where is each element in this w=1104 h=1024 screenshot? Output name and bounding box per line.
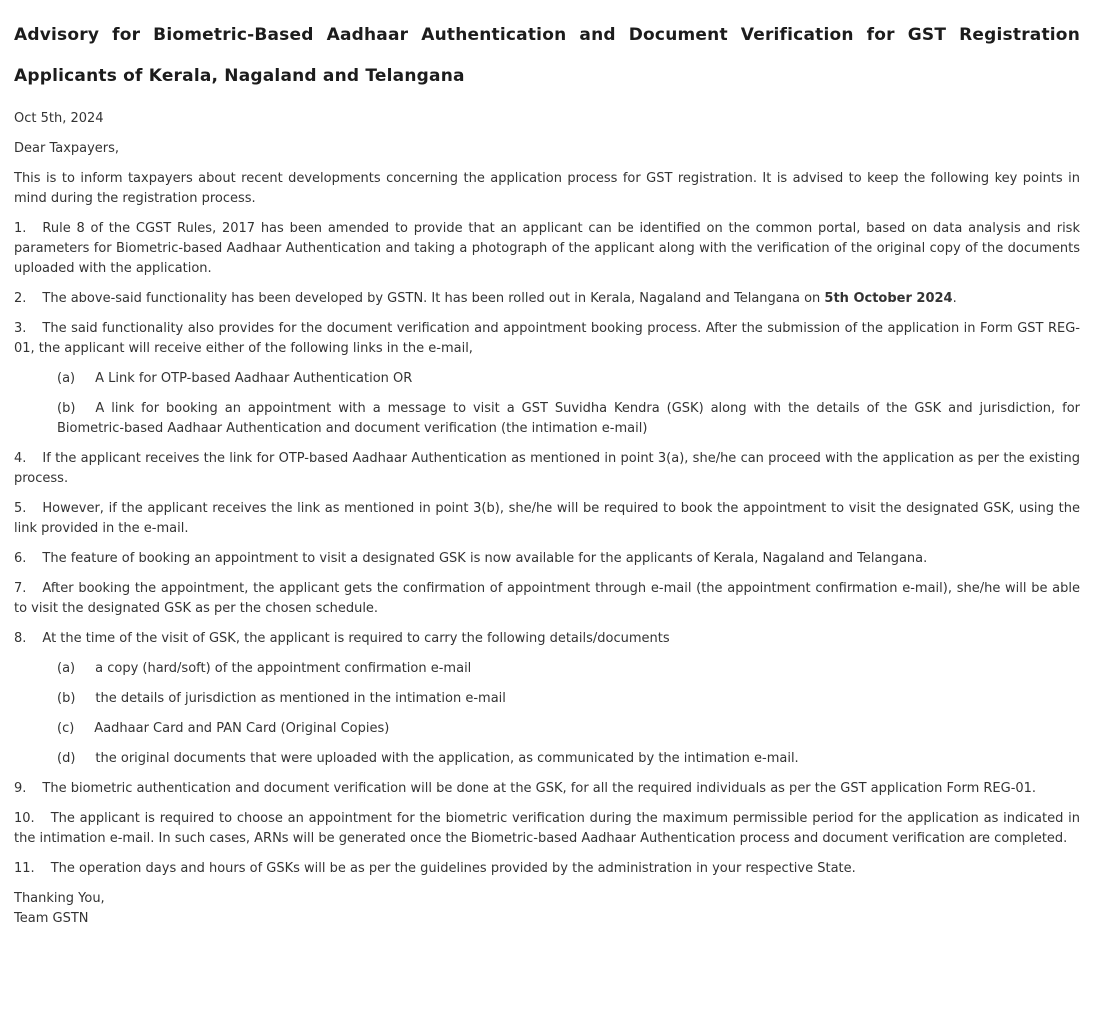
point-text: The said functionality also provides for the document verification and appointment booking process. After the submission of the application in Form GST REG-01, the applicant will receive either of the following links in the e-mail, [14, 321, 1080, 356]
sub-point-label: (a) [57, 371, 76, 386]
point-number: 10. [14, 811, 35, 826]
point-text-after: . [952, 291, 957, 306]
sub-point-label: (b) [57, 401, 76, 416]
intro-paragraph: This is to inform taxpayers about recent developments concerning the application process for GST registration. It is advised to keep the following key points in mind during the registration process. [14, 171, 1080, 206]
point-text: If the applicant receives the link for OTP-based Aadhaar Authentication as mentioned in point 3(a), she/he can proceed with the application as per the existing process. [14, 451, 1080, 486]
point-text: The feature of booking an appointment to visit a designated GSK is now available for the applicants of Kerala, Nagaland and Telangana. [42, 551, 928, 566]
sub-point-text: the original documents that were uploaded with the application, as communicated by the intimation e-mail. [95, 751, 799, 766]
sub-point-text: the details of jurisdiction as mentioned in the intimation e-mail [95, 691, 506, 706]
sub-point-3b [57, 399, 1080, 439]
point-number: 2. [14, 291, 27, 306]
point-text: The above-said functionality has been developed by GSTN. It has been rolled out in Kerala, Nagaland and Telangana on [42, 291, 825, 306]
point-number: 11. [14, 861, 35, 876]
advisory-point-9 [14, 779, 1080, 799]
sub-point-text: A Link for OTP-based Aadhaar Authentication OR [95, 371, 413, 386]
sub-point-8b [57, 689, 1080, 709]
point-number: 5. [14, 501, 27, 516]
sub-point-label: (b) [57, 691, 76, 706]
closing-team: Team GSTN [14, 911, 89, 926]
point-text: The operation days and hours of GSKs will be as per the guidelines provided by the administration in your respective State. [50, 861, 856, 876]
salutation: Dear Taxpayers, [14, 141, 120, 156]
closing-block [14, 889, 1080, 929]
point-number: 9. [14, 781, 27, 796]
advisory-point-11 [14, 859, 1080, 879]
advisory-point-8 [14, 629, 1080, 649]
sub-point-text: Aadhaar Card and PAN Card (Original Copies) [94, 721, 390, 736]
advisory-point-10 [14, 809, 1080, 849]
sub-point-8d [57, 749, 1080, 769]
sub-point-text: a copy (hard/soft) of the appointment confirmation e-mail [95, 661, 472, 676]
sub-point-8a [57, 659, 1080, 679]
point-text: Rule 8 of the CGST Rules, 2017 has been amended to provide that an applicant can be identified on the common portal, based on data analysis and risk parameters for Biometric-based Aadhaar Authentication and taking a photograph of the applicant along with the verification of the original copy of the documents uploaded with the application. [14, 221, 1080, 276]
point-number: 3. [14, 321, 27, 336]
sub-point-label: (c) [57, 721, 75, 736]
point-text: After booking the appointment, the applicant gets the confirmation of appointment through e-mail (the appointment confirmation e-mail), she/he will be able to visit the designated GSK as per the chosen schedule. [14, 581, 1080, 616]
point-number: 4. [14, 451, 27, 466]
advisory-date: Oct 5th, 2024 [14, 111, 104, 126]
point-text: The biometric authentication and document verification will be done at the GSK, for all the required individuals as per the GST application Form REG-01. [42, 781, 1037, 796]
point-number: 8. [14, 631, 27, 646]
advisory-point-2 [14, 289, 1080, 309]
sub-point-label: (d) [57, 751, 76, 766]
point-text: However, if the applicant receives the link as mentioned in point 3(b), she/he will be required to book the appointment to visit the designated GSK, using the link provided in the e-mail. [14, 501, 1080, 536]
advisory-point-6 [14, 549, 1080, 569]
sub-point-3a [57, 369, 1080, 389]
advisory-point-4 [14, 449, 1080, 489]
point-text-bold: 5th October 2024 [824, 291, 953, 306]
advisory-point-5 [14, 499, 1080, 539]
point-text: At the time of the visit of GSK, the applicant is required to carry the following details/documents [42, 631, 670, 646]
page-title: Advisory for Biometric-Based Aadhaar Authentication and Document Verification for GST Registration Applicants of Kerala, Nagaland and Telangana [14, 25, 1080, 86]
point-number: 1. [14, 221, 27, 236]
closing-thanks: Thanking You, [14, 891, 105, 906]
point-number: 7. [14, 581, 27, 596]
sub-point-label: (a) [57, 661, 76, 676]
points-list [14, 219, 1080, 879]
advisory-point-1 [14, 219, 1080, 279]
sub-point-8c [57, 719, 1080, 739]
sub-point-text: A link for booking an appointment with a message to visit a GST Suvidha Kendra (GSK) along with the details of the GSK and jurisdiction, for Biometric-based Aadhaar Authentication and document verification (the intimation e-mail) [57, 401, 1080, 436]
point-text: The applicant is required to choose an appointment for the biometric verification during the maximum permissible period for the application as indicated in the intimation e-mail. In such cases, ARNs will be generated once the Biometric-based Aadhaar Authentication process and document verification are completed. [14, 811, 1080, 846]
advisory-point-3 [14, 319, 1080, 359]
advisory-point-7 [14, 579, 1080, 619]
point-number: 6. [14, 551, 27, 566]
